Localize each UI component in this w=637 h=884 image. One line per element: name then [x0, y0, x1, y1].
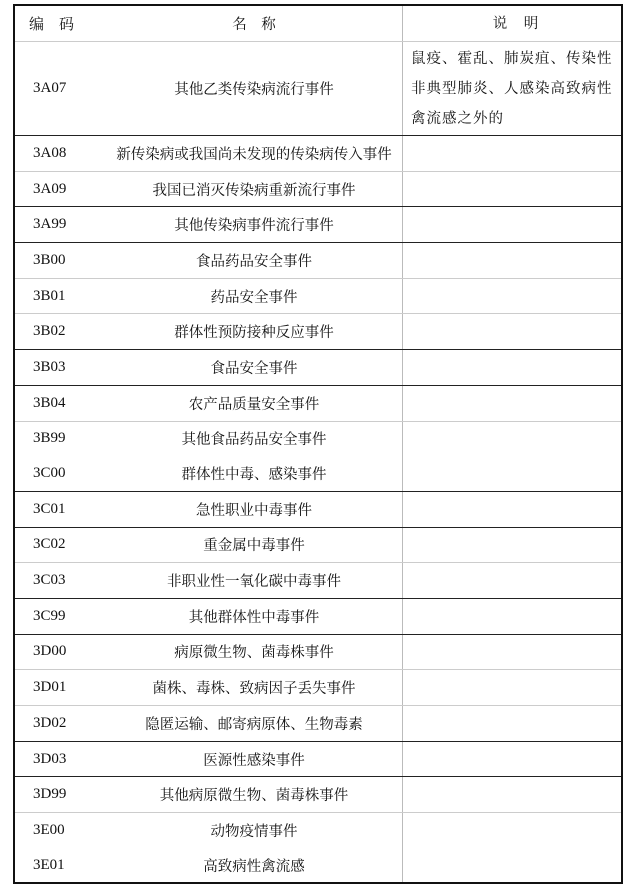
desc-cell: [403, 314, 623, 350]
table-row: [14, 42, 622, 136]
header-code: 编 码: [14, 5, 106, 42]
name-cell: 其他病原微生物、菌毒株事件: [106, 777, 403, 813]
name-cell: 群体性中毒、感染事件: [106, 456, 403, 491]
name-cell: 急性职业中毒事件: [106, 491, 403, 527]
code-cell: 3A09: [14, 171, 106, 207]
name-cell: 医源性感染事件: [106, 741, 403, 777]
table-row: [14, 813, 622, 848]
code-cell: 3D03: [14, 741, 106, 777]
code-cell: 3E01: [14, 848, 106, 884]
name-cell: 其他群体性中毒事件: [106, 598, 403, 634]
name-cell: 隐匿运输、邮寄病原体、生物毒素: [106, 706, 403, 742]
desc-cell: [403, 777, 623, 813]
code-cell: 3C00: [14, 456, 106, 491]
table-row: [14, 278, 622, 314]
table-row: [14, 848, 622, 884]
table-row: [14, 634, 622, 670]
code-cell: 3B00: [14, 243, 106, 279]
table-row: [14, 350, 622, 386]
desc-cell: [403, 706, 623, 742]
code-cell: 3B04: [14, 385, 106, 421]
desc-cell: [403, 278, 623, 314]
table-row: [14, 421, 622, 456]
desc-cell: [403, 243, 623, 279]
name-cell: 重金属中毒事件: [106, 527, 403, 563]
code-cell: 3C99: [14, 598, 106, 634]
code-cell: 3B99: [33, 430, 66, 447]
name-cell: 其他乙类传染病流行事件: [106, 42, 403, 136]
code-cell: 3D00: [14, 634, 106, 670]
code-cell: 3B02: [14, 314, 106, 350]
desc-cell: [403, 456, 623, 491]
table-row: [14, 706, 622, 742]
name-cell: 病原微生物、菌毒株事件: [106, 634, 403, 670]
desc-cell: [403, 491, 623, 527]
table-row: [14, 207, 622, 243]
table-row: [14, 314, 622, 350]
desc-cell: [403, 207, 623, 243]
table-row: [14, 527, 622, 563]
code-cell: 3B03: [14, 350, 106, 386]
table-row: [14, 670, 622, 706]
code-cell: 3A99: [14, 207, 106, 243]
name-cell: 食品药品安全事件: [106, 243, 403, 279]
desc-cell: [403, 171, 623, 207]
name-cell: 菌株、毒株、致病因子丢失事件: [106, 670, 403, 706]
table-row: [14, 385, 622, 421]
name-cell: 食品安全事件: [106, 350, 403, 386]
table-row: [14, 243, 622, 279]
name-cell: 其他食品药品安全事件: [181, 432, 327, 449]
table-row: [14, 171, 622, 207]
header-name: 名 称: [106, 5, 403, 42]
code-cell: 3C02: [14, 527, 106, 563]
desc-cell: [403, 848, 623, 884]
table-header-row: [14, 5, 622, 42]
desc-cell: [403, 741, 623, 777]
name-cell: 其他传染病事件流行事件: [106, 207, 403, 243]
table-row: [14, 563, 622, 599]
code-cell: 3E00: [33, 821, 65, 838]
code-cell: 3C03: [14, 563, 106, 599]
name-cell: 群体性预防接种反应事件: [106, 314, 403, 350]
table-row: [14, 491, 622, 527]
desc-cell: [403, 670, 623, 706]
name-cell: 高致病性禽流感: [106, 848, 403, 884]
desc-cell: [403, 527, 623, 563]
desc-cell: [403, 350, 623, 386]
desc-cell: [403, 136, 623, 172]
name-cell: 非职业性一氧化碳中毒事件: [106, 563, 403, 599]
table-row: [14, 136, 622, 172]
desc-cell: [403, 385, 623, 421]
desc-cell: [403, 421, 623, 456]
name-cell: 新传染病或我国尚未发现的传染病传入事件: [106, 136, 403, 172]
code-cell: 3A07: [14, 42, 106, 136]
code-cell: 3C01: [14, 491, 106, 527]
table-row: [14, 741, 622, 777]
header-desc: 说 明: [403, 5, 623, 42]
desc-cell: [403, 634, 623, 670]
code-cell: 3A08: [14, 136, 106, 172]
event-code-table: [13, 4, 623, 884]
desc-cell: [403, 563, 623, 599]
code-cell: 3D01: [14, 670, 106, 706]
table-row: [14, 456, 622, 491]
desc-cell: [403, 598, 623, 634]
table-row: [14, 777, 622, 813]
name-cell: 农产品质量安全事件: [106, 385, 403, 421]
code-cell: 3D02: [14, 706, 106, 742]
desc-cell: [403, 813, 623, 848]
code-cell: 3B01: [14, 278, 106, 314]
name-cell: 我国已消灭传染病重新流行事件: [106, 171, 403, 207]
name-cell: 药品安全事件: [106, 278, 403, 314]
code-cell: 3D99: [14, 777, 106, 813]
desc-cell: 鼠疫、霍乱、肺炭疽、传染性非典型肺炎、人感染高致病性禽流感之外的: [403, 42, 623, 136]
table-row: [14, 598, 622, 634]
name-cell: 动物疫情事件: [210, 823, 298, 840]
